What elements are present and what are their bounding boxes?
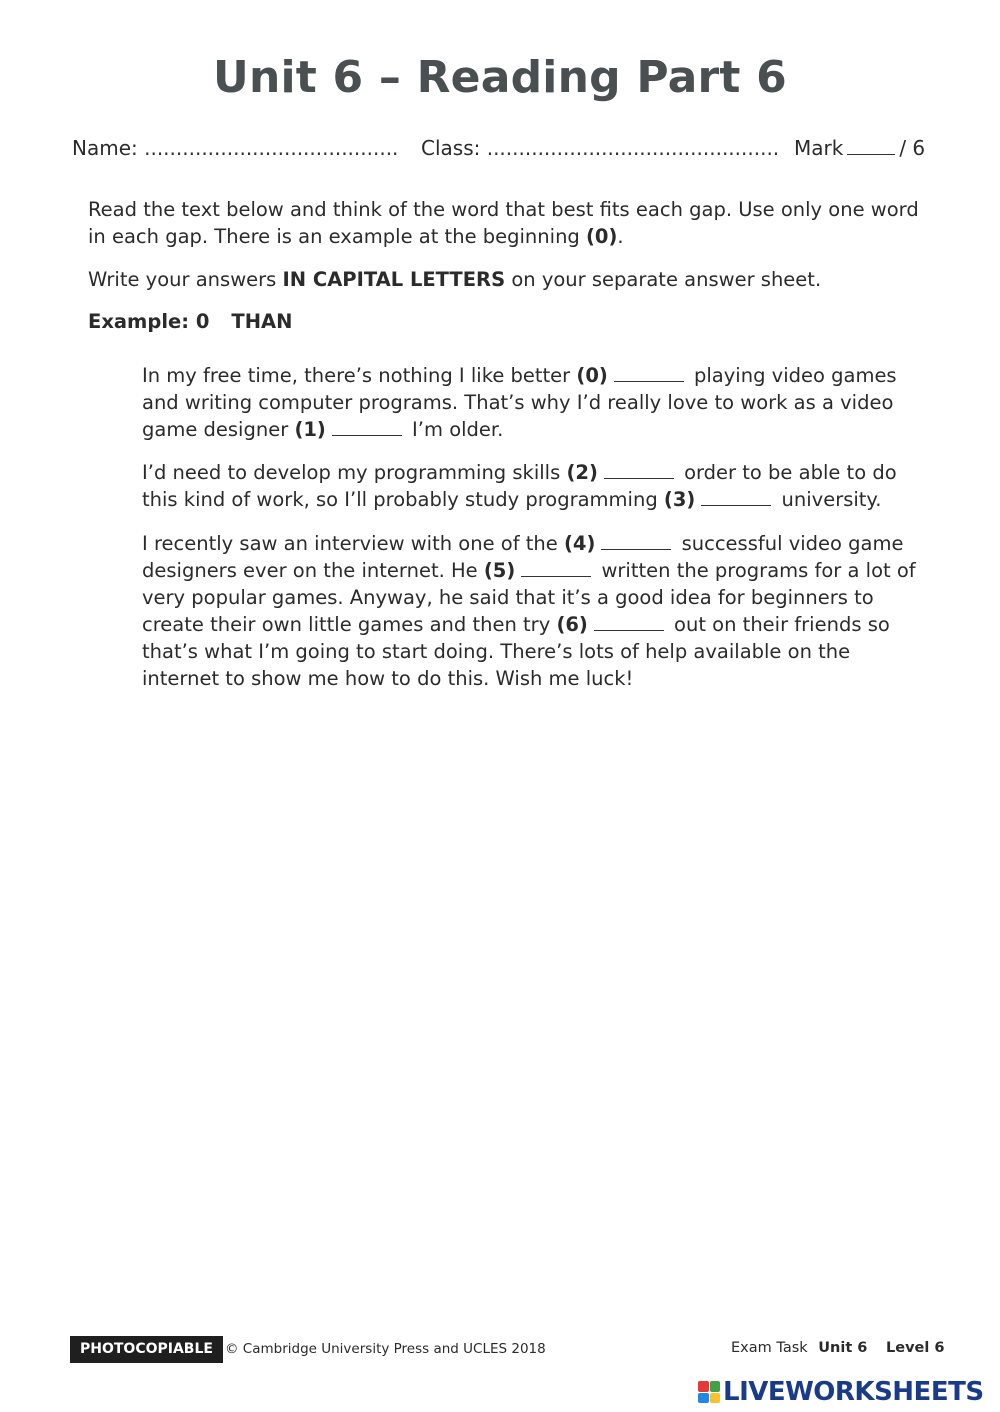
- name-dots: ........................................: [144, 136, 399, 160]
- example-label: Example: 0: [88, 310, 210, 333]
- story-p2-b: order to be able to do this kind of work, so I’ll probably study programming: [142, 461, 897, 511]
- gap-5-blank[interactable]: [521, 575, 591, 577]
- gap-label-5: (5): [483, 559, 516, 582]
- story-p3-c: written the programs for a lot of very popular games. Anyway, he said that it’s a good idea for beginners to create their own little games and then try: [142, 559, 916, 636]
- story-p2-c: university.: [781, 488, 882, 511]
- gap-label-1: (1): [294, 418, 326, 441]
- name-label: Name:: [72, 136, 138, 160]
- name-field: [72, 136, 398, 160]
- copyright-text: © Cambridge University Press and UCLES 2018: [225, 1341, 546, 1357]
- gap-3-blank[interactable]: [701, 504, 771, 506]
- liveworksheets-logo-icon: [698, 1381, 720, 1403]
- answer-instr-bold: IN CAPITAL LETTERS: [282, 268, 506, 291]
- gap-label-3: (3): [663, 488, 696, 511]
- gap-label-6: (6): [556, 613, 588, 636]
- class-label: Class:: [421, 136, 481, 160]
- page-title: Unit 6 – Reading Part 6: [213, 52, 787, 103]
- gap-label-2: (2): [566, 461, 598, 484]
- gap-label-0: (0): [576, 364, 608, 387]
- level-label: Level 6: [886, 1340, 945, 1356]
- mark-field: [794, 136, 925, 160]
- gap-4-blank[interactable]: [601, 548, 671, 550]
- story-p1-a: In my free time, there’s nothing I like better: [142, 364, 571, 387]
- class-field: [421, 136, 779, 160]
- answer-instr-post: on your separate answer sheet.: [511, 268, 822, 291]
- story-paragraph-1: [142, 362, 932, 443]
- answer-instr-pre: Write your answers: [88, 268, 277, 291]
- story-p2-a: I’d need to develop my programming skills: [142, 461, 561, 484]
- unit-label: Unit 6: [818, 1340, 868, 1356]
- liveworksheets-wordmark: LIVEWORKSHEETS: [723, 1377, 984, 1407]
- gap-0-blank: [614, 380, 684, 382]
- mark-total: / 6: [899, 136, 926, 160]
- instructions-paragraph: [88, 196, 928, 250]
- story-p3-b: successful video game designers ever on the internet. He: [142, 532, 904, 582]
- story-p1-c: I’m older.: [412, 418, 504, 441]
- story-paragraph-2: [142, 459, 932, 513]
- story-p3-d: out on their friends so that’s what I’m going to start doing. There’s lots of help available on the internet to show me how to do this. Wish me luck!: [142, 613, 890, 690]
- mark-label: Mark: [794, 136, 844, 160]
- story-p3-a: I recently saw an interview with one of the: [142, 532, 558, 555]
- instructions-period: .: [617, 225, 624, 248]
- instructions-ref: (0): [586, 225, 618, 248]
- answer-instructions: [88, 266, 928, 293]
- gap-6-blank[interactable]: [594, 629, 664, 631]
- liveworksheets-brand[interactable]: [698, 1377, 984, 1407]
- gap-label-4: (4): [563, 532, 596, 555]
- exam-task-label: Exam Task: [731, 1340, 808, 1356]
- photocopiable-badge: PHOTOCOPIABLE: [70, 1336, 223, 1363]
- example-answer: THAN: [231, 310, 293, 333]
- instructions-text: Read the text below and think of the word that best fits each gap. Use only one word in each gap. There is an example at the beginning: [88, 198, 919, 248]
- gap-2-blank[interactable]: [604, 477, 674, 479]
- exam-task-info: [731, 1340, 944, 1356]
- story-paragraph-3: [142, 530, 932, 692]
- example-line: [88, 310, 292, 333]
- class-dots: ..............................................: [486, 136, 780, 160]
- story-p1-b: playing video games and writing computer programs. That’s why I’d really love to work as a video game designer: [142, 364, 897, 441]
- gap-1-blank[interactable]: [332, 434, 402, 436]
- mark-blank: [847, 153, 895, 155]
